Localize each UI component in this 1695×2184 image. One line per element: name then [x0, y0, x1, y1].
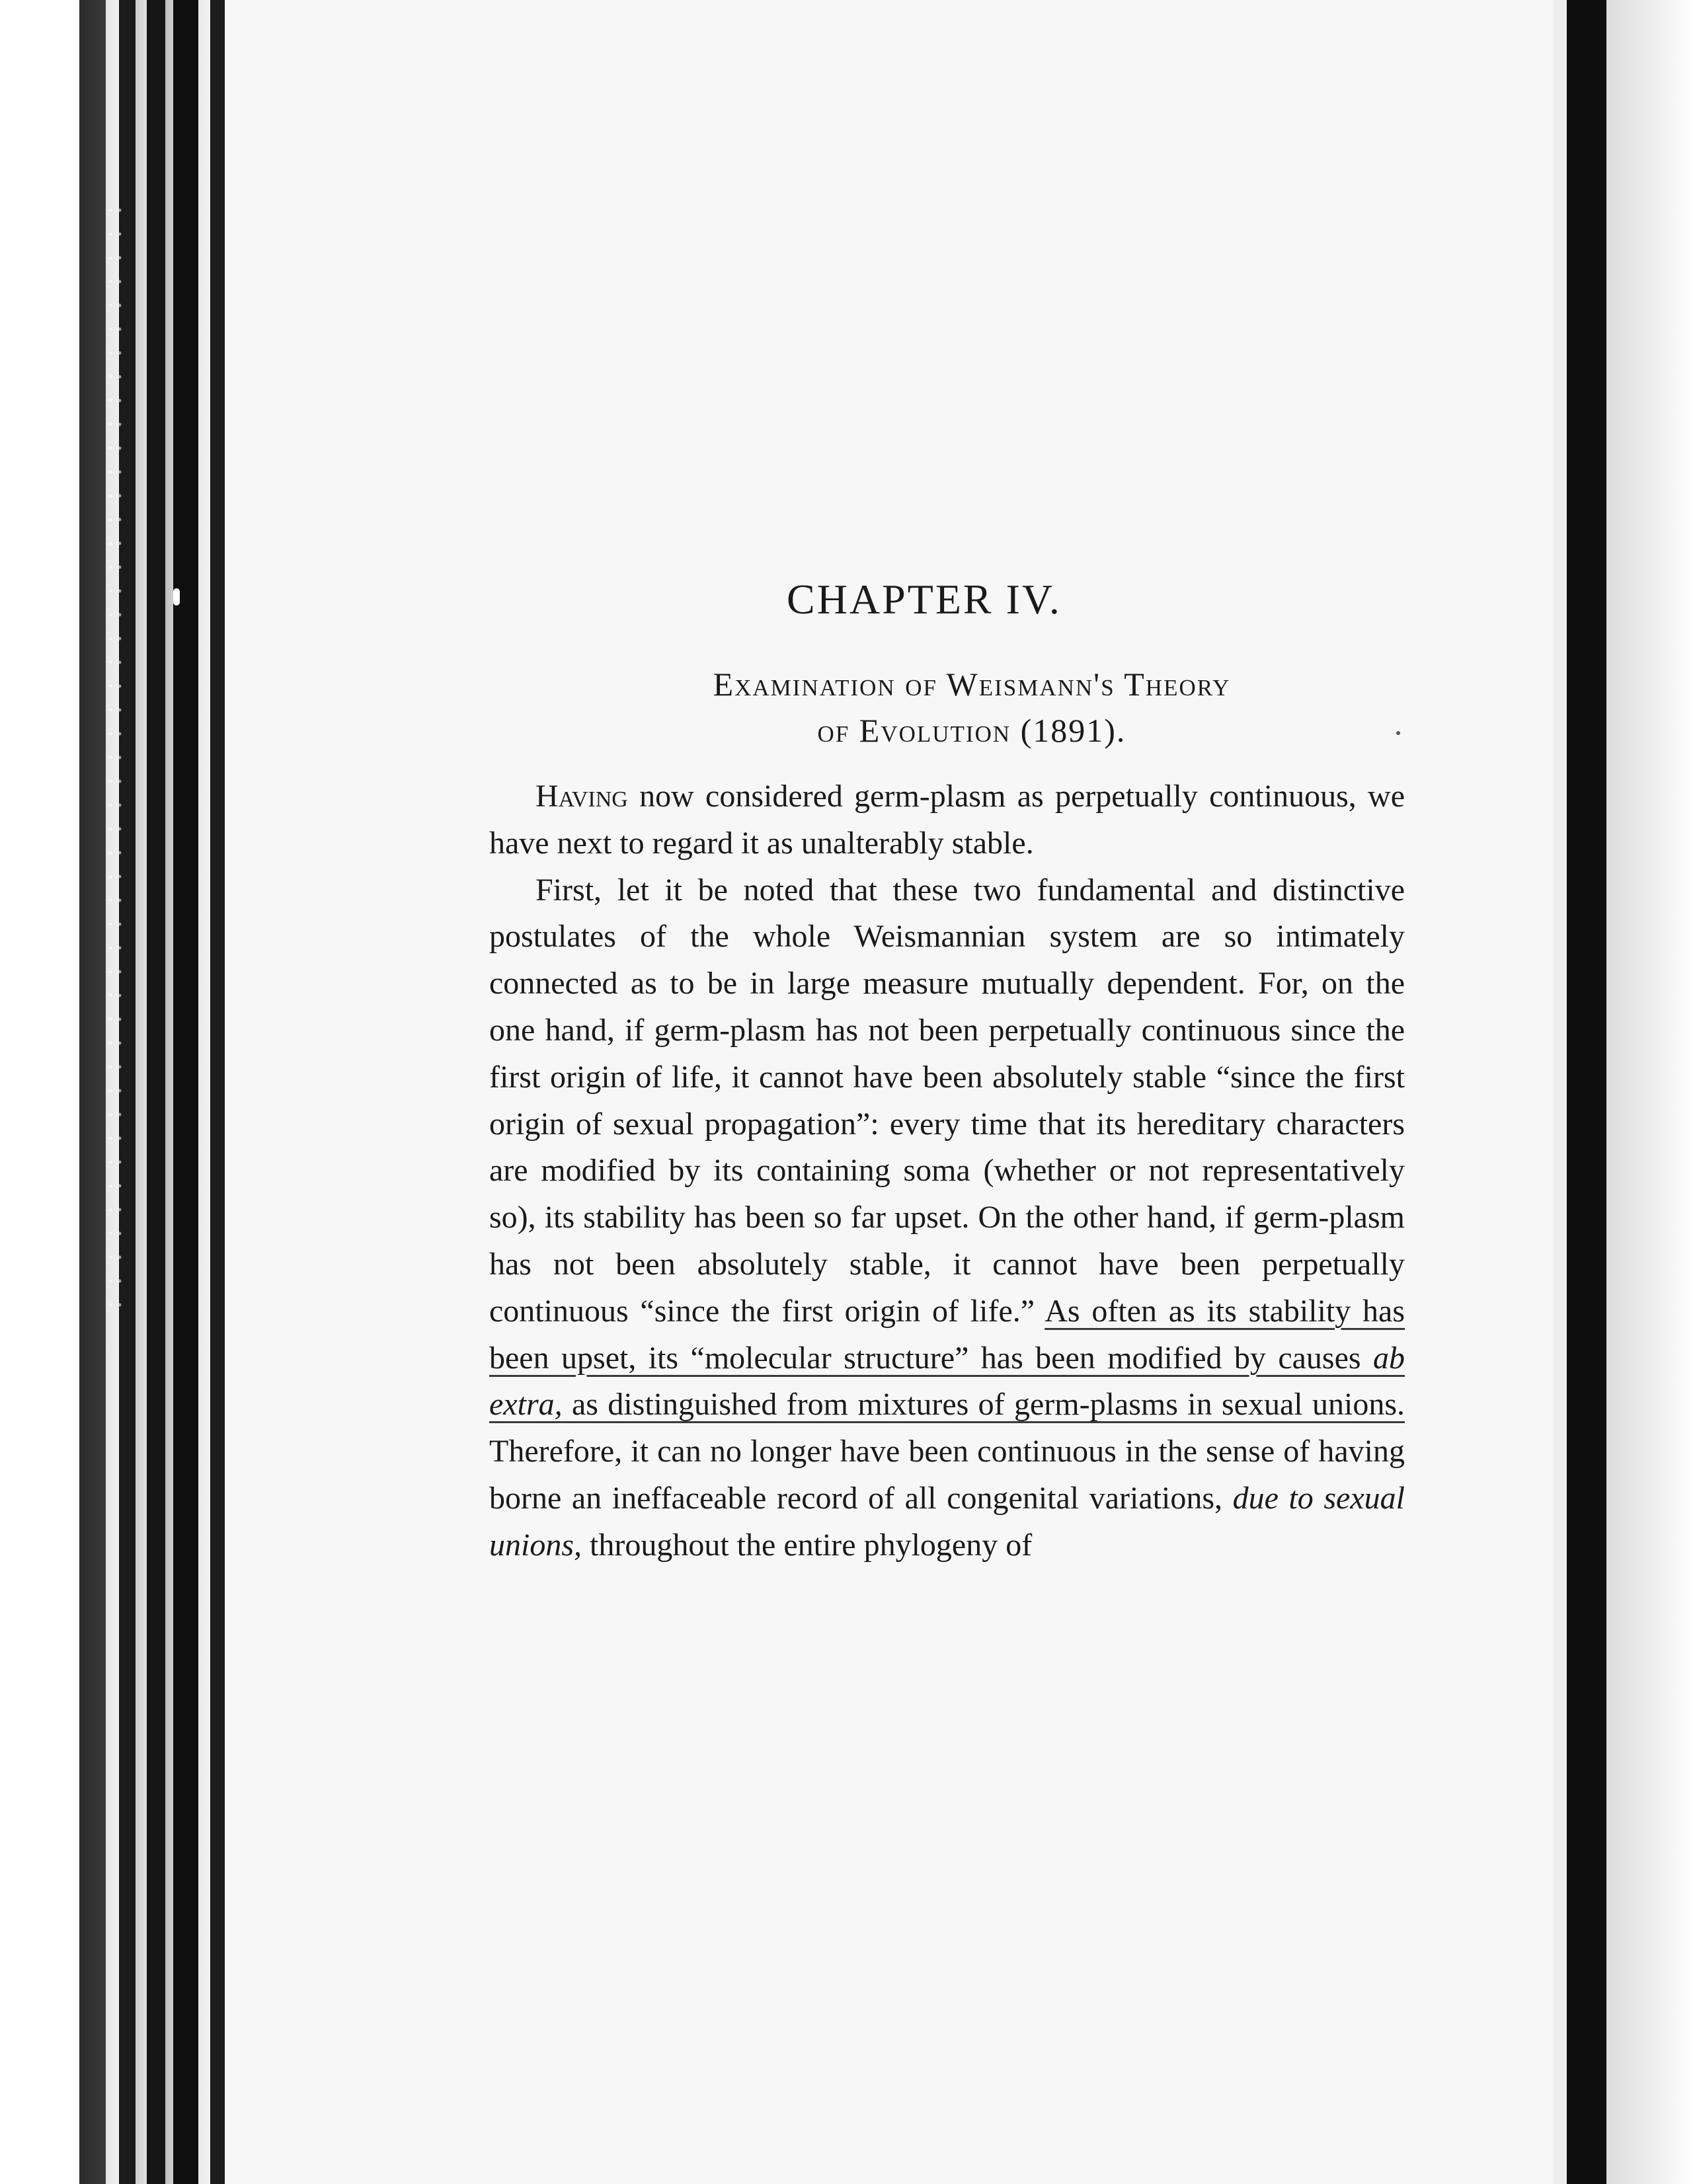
chapter-subtitle [582, 661, 1362, 754]
margin-mark [173, 588, 180, 605]
underlined-italic-phrase: ab extra, [489, 1340, 1405, 1423]
underlined-passage-1: As often as its stability has been upset, its “molecular structure” has been modified by causes [489, 1293, 1405, 1376]
italic-phrase: due to sexual unions, [489, 1480, 1405, 1563]
paragraph-2-text-b: Therefore, it can no longer have been continuous in the sense of having borne an ineffaceable record of all congenital variations, [489, 1434, 1405, 1516]
paragraph-2-text-c: throughout the entire phylogeny of [582, 1527, 1033, 1563]
stray-mark [1396, 731, 1400, 735]
page-edge-texture [106, 198, 126, 1322]
subtitle-line-1: Examination of Weismann's Theory [713, 666, 1231, 703]
paragraph-1 [489, 773, 1405, 867]
chapter-title: CHAPTER IV. [787, 576, 1062, 623]
paragraph-2-text-a: First, let it be noted that these two fundamental and distinctive postulates of the whole Weismannian system are so intimately connected as to be in large measure mutually dependent. For, on the one hand, if germ-plasm has not been perpetually continuous since the first origin of life, it cannot have been absolutely stable “since the first origin of sexual propagation”: every time that its hereditary characters are modified by its containing soma (whether or not representatively so), its stability has been so far upset. On the other hand, if germ-plasm has not been absolutely stable, it cannot have been perpetually continuous “since the first origin of life.” [489, 872, 1405, 1329]
book-right-page-edge [1554, 0, 1695, 2184]
paragraph-opening-word: Having [535, 779, 628, 814]
subtitle-line-2: of Evolution (1891). [817, 712, 1126, 749]
paragraph-2 [489, 867, 1405, 1569]
underlined-passage-2: as distinguished from mixtures of germ-plasms in sexual unions. [562, 1387, 1405, 1423]
paragraph-1-text: now considered germ-plasm as perpetually continuous, we have next to regard it as unalterably stable. [489, 779, 1405, 861]
body-text [489, 773, 1405, 1569]
